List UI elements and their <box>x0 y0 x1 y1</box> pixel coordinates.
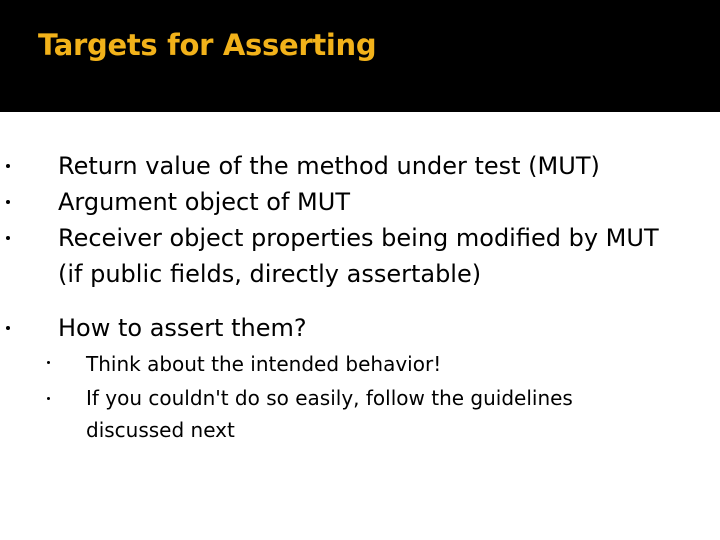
bullet-text: How to assert them? <box>58 314 307 342</box>
bullet-item <box>0 148 720 184</box>
sub-bullet-item <box>0 382 720 446</box>
title-bar <box>0 0 720 112</box>
slide-title: Targets for Asserting <box>38 28 377 62</box>
bullet-text: Argument object of MUT <box>58 188 350 216</box>
bullet-dot-icon <box>6 236 10 240</box>
bullet-dot-icon <box>6 200 10 204</box>
bullet-dot-icon <box>6 164 10 168</box>
sub-bullet-dot-icon <box>47 397 50 400</box>
bullet-text: Return value of the method under test (MUT) <box>58 152 600 180</box>
bullet-item <box>0 220 720 292</box>
sub-bullet-text: If you couldn't do so easily, follow the guidelines discussed next <box>86 386 573 442</box>
sub-bullet-item <box>0 346 720 382</box>
bullet-item <box>0 310 720 346</box>
bullet-list <box>0 148 720 446</box>
sub-bullet-dot-icon <box>47 361 50 364</box>
bullet-dot-icon <box>6 326 10 330</box>
sub-bullet-text: Think about the intended behavior! <box>86 352 442 376</box>
bullet-item <box>0 184 720 220</box>
bullet-text: Receiver object properties being modified by MUT (if public fields, directly assertable) <box>58 224 659 288</box>
